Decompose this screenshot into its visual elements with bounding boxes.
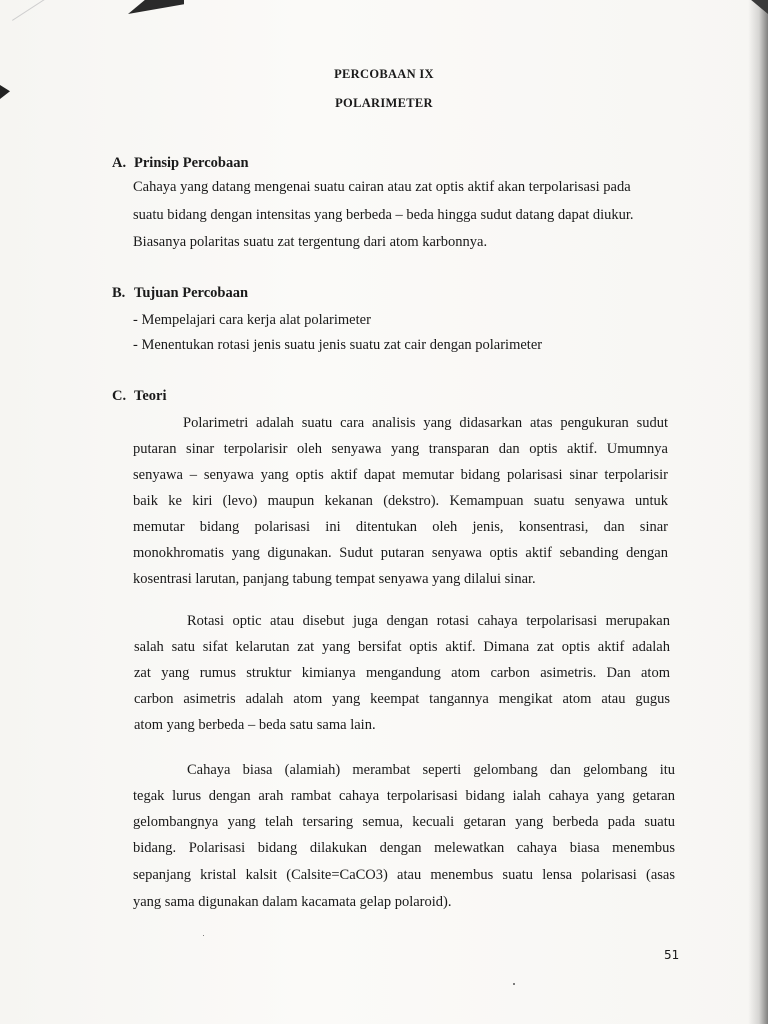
section-b-title: Tujuan Percobaan (134, 285, 249, 301)
theory-p2-line: Rotasi optic atau disebut juga dengan rotasi cahaya terpolarisasi merupakan (187, 613, 670, 629)
section-a-line: suatu bidang dengan intensitas yang berbeda – beda hingga sudut datang dapat diukur. (133, 207, 634, 223)
section-a-line: Biasanya polaritas suatu zat tergentung dari atom karbonnya. (133, 234, 488, 250)
page-edge-shadow (748, 0, 768, 1024)
section-c-heading (112, 388, 167, 405)
theory-p3-line: yang sama digunakan dalam kacamata gelap polaroid). (133, 894, 452, 910)
section-b-heading (112, 285, 248, 302)
section-c-letter: C. (112, 388, 127, 404)
section-a-title: Prinsip Percobaan (134, 155, 249, 171)
scan-speck (203, 935, 204, 936)
section-b-letter: B. (112, 285, 126, 301)
theory-p1-line: monokhromatis yang digunakan. Sudut putaran senyawa optis aktif sebanding dengan (133, 545, 668, 561)
section-c-title: Teori (134, 388, 167, 404)
theory-p2-line: zat yang rumus struktur kimianya mengandung atom carbon asimetris. Dan atom (134, 665, 670, 681)
theory-p2-line: salah satu sifat kelarutan zat yang bersifat optis aktif. Dimana zat optis aktif adalah (134, 639, 670, 655)
theory-p3-line: sepanjang kristal kalsit (Calsite=CaCO3) atau menembus suatu lensa polarisasi (asas (133, 867, 675, 883)
section-a-heading (112, 155, 249, 172)
theory-p3-line: tegak lurus dengan arah rambat cahaya terpolarisasi bidang ialah cahaya yang getaran (133, 788, 675, 804)
theory-p3-line: bidang. Polarisasi bidang dilakukan dengan melewatkan cahaya biasa menembus (133, 840, 675, 856)
theory-p3-line: gelombangnya yang telah tersaring semua, kecuali getaran yang berbeda pada suatu (133, 814, 675, 830)
theory-p3-line: Cahaya biasa (alamiah) merambat seperti gelombang dan gelombang itu (187, 762, 675, 778)
theory-p2-line: carbon asimetris adalah atom yang keempat tangannya mengikat atom atau gugus (134, 691, 670, 707)
section-a-line: Cahaya yang datang mengenai suatu cairan atau zat optis aktif akan terpolarisasi pada (133, 179, 631, 195)
theory-p1-line: baik ke kiri (levo) maupun kekanan (dekstro). Kemampuan suatu senyawa untuk (133, 493, 668, 509)
theory-p2-line: atom yang berbeda – beda satu sama lain. (134, 717, 376, 733)
section-a-letter: A. (112, 155, 127, 171)
scan-artifact-line (12, 0, 105, 21)
scan-artifact-top (128, 0, 184, 14)
theory-p1-line: Polarimetri adalah suatu cara analisis yang didasarkan atas pengukuran sudut (183, 415, 668, 431)
theory-p1-line: senyawa – senyawa yang optis aktif dapat memutar bidang polarisasi sinar terpolarisir (133, 467, 668, 483)
document-subtitle: POLARIMETER (335, 96, 433, 110)
objective-item: - Menentukan rotasi jenis suatu jenis suatu zat cair dengan polarimeter (133, 337, 543, 353)
objective-item: - Mempelajari cara kerja alat polarimeter (133, 312, 371, 328)
document-title: PERCOBAAN IX (334, 67, 434, 81)
theory-p1-line: putaran sinar terpolarisir oleh senyawa yang transparan dan optis aktif. Umumnya (133, 441, 668, 457)
theory-p1-line: memutar bidang polarisasi ini ditentukan oleh jenis, konsentrasi, dan sinar (133, 519, 668, 535)
page-number: 51 (664, 948, 680, 962)
theory-p1-line: kosentrasi larutan, panjang tabung tempat senyawa yang dilalui sinar. (133, 571, 536, 587)
scan-speck (513, 983, 515, 985)
